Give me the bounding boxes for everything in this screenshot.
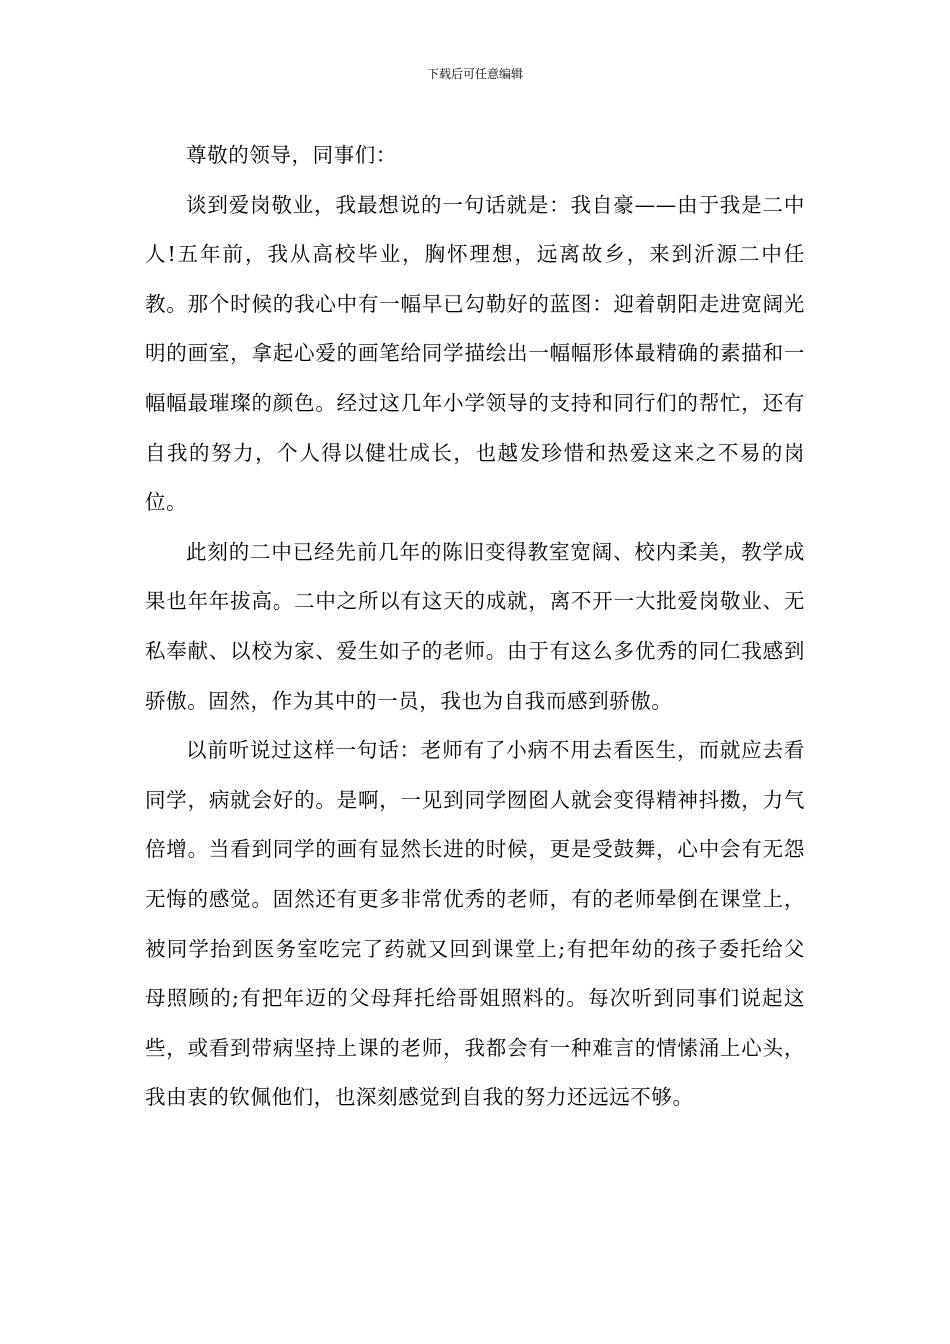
paragraph-3: 以前听说过这样一句话：老师有了小病不用去看医生，而就应去看同学，病就会好的。是啊，一见到同学囫囵人就会变得精神抖擞，力气倍增。当看到同学的画有显然长进的时候，更是受鼓舞，心中会有无怨无悔的感觉。固然还有更多非常优秀的老师，有的老师晕倒在课堂上，被同学抬到医务室吃完了药就又回到课堂上;有把年幼的孩子委托给父母照顾的;有把年迈的父母拜托给哥姐照料的。每次听到同事们说起这些，或看到带病坚持上课的老师，我都会有一种难言的情愫涌上心头，我由衷的钦佩他们，也深刻感觉到自我的努力还远远不够。 (145, 738, 805, 1110)
header-note: 下载后可任意编辑 (426, 67, 523, 81)
greeting: 尊敬的领导，同事们： (186, 143, 397, 167)
document-body (145, 131, 805, 1123)
paragraph-1: 谈到爱岗敬业，我最想说的一句话就是：我自豪——由于我是二中人!五年前，我从高校毕业，胸怀理想，远离故乡，来到沂源二中任教。那个时候的我心中有一幅早已勾勒好的蓝图：迎着朝阳走进宽阔光明的画室，拿起心爱的画笔给同学描绘出一幅幅形体最精确的素描和一幅幅最璀璨的颜色。经过这几年小学领导的支持和同行们的帮忙，还有自我的努力，个人得以健壮成长，也越发珍惜和热爱这来之不易的岗位。 (145, 192, 805, 515)
paragraph-2: 此刻的二中已经先前几年的陈旧变得教室宽阔、校内柔美，教学成果也年年拔高。二中之所以有这天的成就，离不开一大批爱岗敬业、无私奉献、以校为家、爱生如子的老师。由于有这么多优秀的同仁我感到骄傲。固然，作为其中的一员，我也为自我而感到骄傲。 (145, 539, 805, 713)
